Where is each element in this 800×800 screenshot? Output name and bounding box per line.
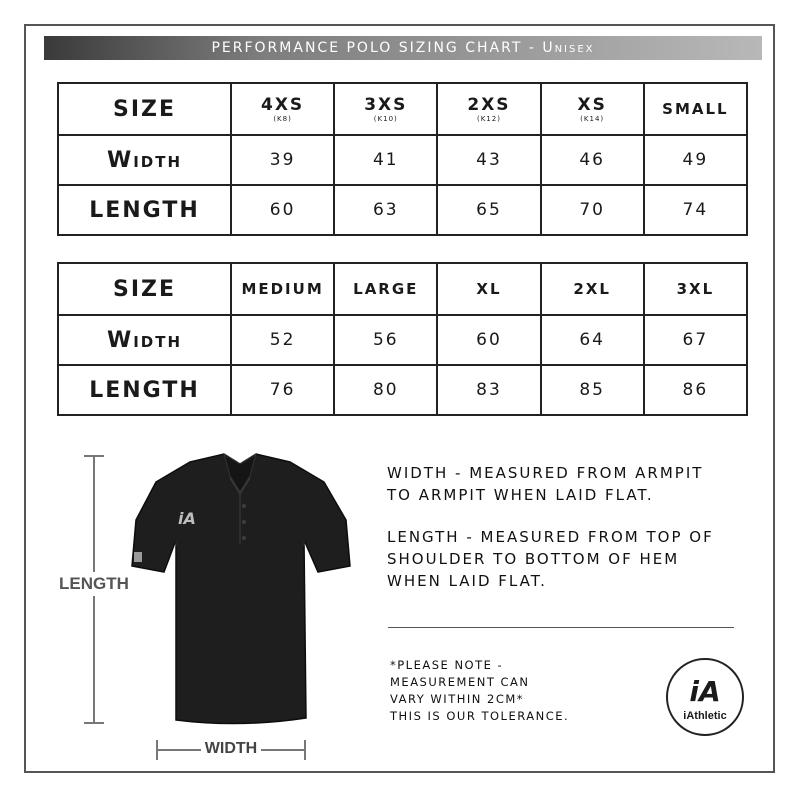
- svg-text:iA: iA: [178, 509, 196, 528]
- size-cell: 3XS (K10): [334, 83, 437, 135]
- width-measure-label: WIDTH: [201, 740, 261, 758]
- width-cell: 39: [231, 135, 334, 185]
- tolerance-note: [390, 657, 630, 725]
- width-cell: 67: [644, 315, 747, 365]
- length-cell: 74: [644, 185, 747, 235]
- length-description-line: LENGTH - MEASURED FROM TOP OF: [387, 528, 714, 546]
- width-cell: 41: [334, 135, 437, 185]
- size-cell: SMALL: [644, 83, 747, 135]
- size-row: [58, 263, 747, 315]
- width-measure-cap-right: [304, 740, 306, 760]
- size-table-small: [57, 82, 748, 236]
- chart-title-banner: PERFORMANCE POLO SIZING CHART - Unisex: [44, 36, 762, 60]
- size-cell: 3XL: [644, 263, 747, 315]
- length-row: [58, 365, 747, 415]
- size-cell: XL: [437, 263, 540, 315]
- length-header: LENGTH: [58, 185, 231, 235]
- note-line: MEASUREMENT CAN: [390, 675, 530, 689]
- note-line: *PLEASE NOTE -: [390, 658, 504, 672]
- size-cell: MEDIUM: [231, 263, 334, 315]
- width-cell: 43: [437, 135, 540, 185]
- size-cell: LARGE: [334, 263, 437, 315]
- width-description-line: TO ARMPIT WHEN LAID FLAT.: [387, 486, 654, 504]
- svg-text:iAthletic: iAthletic: [683, 710, 727, 722]
- width-header: Width: [58, 135, 231, 185]
- size-cell: 2XL: [541, 263, 644, 315]
- width-cell: 52: [231, 315, 334, 365]
- length-cell: 86: [644, 365, 747, 415]
- width-row: [58, 135, 747, 185]
- width-header: Width: [58, 315, 231, 365]
- size-cell: XS (K14): [541, 83, 644, 135]
- note-line: THIS IS OUR TOLERANCE.: [390, 709, 570, 723]
- width-description: [387, 462, 757, 506]
- size-cell: 2XS (K12): [437, 83, 540, 135]
- length-cell: 65: [437, 185, 540, 235]
- size-header: SIZE: [58, 83, 231, 135]
- note-line: VARY WITHIN 2CM*: [390, 692, 525, 706]
- length-measure-cap-top: [84, 455, 104, 457]
- width-cell: 56: [334, 315, 437, 365]
- length-cell: 85: [541, 365, 644, 415]
- width-description-line: WIDTH - MEASURED FROM ARMPIT: [387, 464, 704, 482]
- divider: [388, 627, 734, 628]
- length-cell: 76: [231, 365, 334, 415]
- length-cell: 60: [231, 185, 334, 235]
- size-header: SIZE: [58, 263, 231, 315]
- length-description: [387, 526, 757, 592]
- width-cell: 64: [541, 315, 644, 365]
- length-cell: 70: [541, 185, 644, 235]
- length-row: [58, 185, 747, 235]
- width-cell: 46: [541, 135, 644, 185]
- length-description-line: WHEN LAID FLAT.: [387, 572, 547, 590]
- size-cell: 4XS (K8): [231, 83, 334, 135]
- polo-shirt-icon: [128, 448, 352, 730]
- size-table-large: [57, 262, 748, 416]
- width-row: [58, 315, 747, 365]
- length-measure-cap-bottom: [84, 722, 104, 724]
- size-row: [58, 83, 747, 135]
- length-cell: 80: [334, 365, 437, 415]
- length-cell: 83: [437, 365, 540, 415]
- svg-text:iA: iA: [689, 675, 721, 708]
- length-header: LENGTH: [58, 365, 231, 415]
- width-measure-cap-left: [156, 740, 158, 760]
- iathletic-logo-icon: [665, 657, 745, 737]
- length-cell: 63: [334, 185, 437, 235]
- length-description-line: SHOULDER TO BOTTOM OF HEM: [387, 550, 680, 568]
- width-cell: 49: [644, 135, 747, 185]
- length-measure-label: LENGTH: [58, 572, 130, 596]
- width-cell: 60: [437, 315, 540, 365]
